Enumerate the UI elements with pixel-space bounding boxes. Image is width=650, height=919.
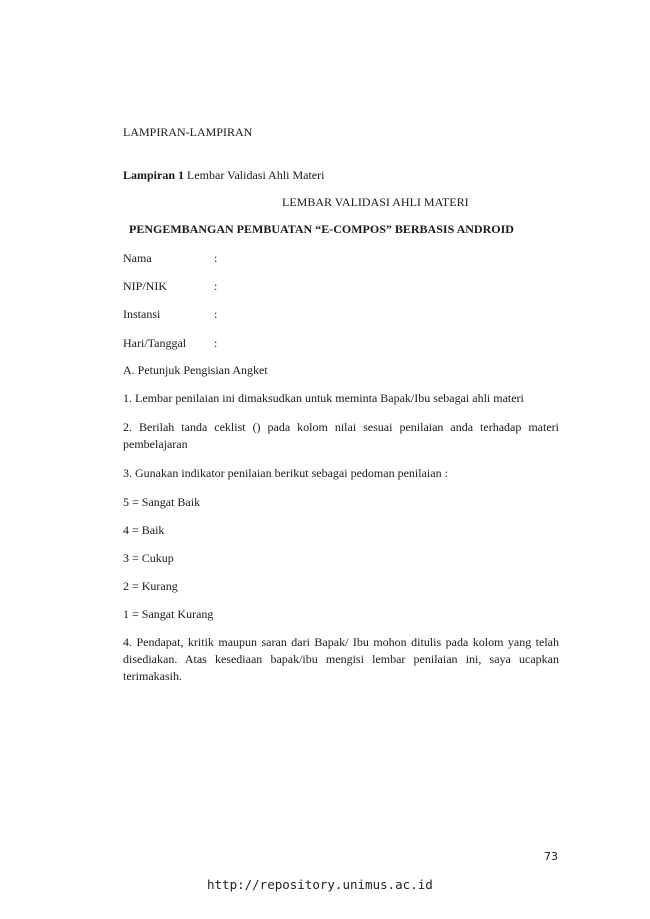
instruction-item-1: 1. Lembar penilaian ini dimaksudkan untuk meminta Bapak/Ibu sebagai ahli materi [123,391,524,405]
appendix-caption [123,167,324,184]
page-number: 73 [544,850,558,863]
form-title: LEMBAR VALIDASI AHLI MATERI [282,195,469,209]
instruction-item-4: 4. Pendapat, kritik maupun saran dari Bapak/ Ibu mohon ditulis pada kolom yang telah disediakan. Atas kesediaan bapak/ibu mengisi lembar penilaian ini, saya ucapkan terimakasih. [123,635,559,683]
appendix-label: Lampiran 1 [123,168,185,182]
scale-item-4: 4 = Baik [123,523,165,537]
field-label-nip: NIP/NIK [123,279,167,293]
scale-item-3: 3 = Cukup [123,551,174,565]
scale-item-5: 5 = Sangat Baik [123,495,201,509]
field-label-instansi: Instansi [123,307,161,321]
footer-url[interactable]: http://repository.unimus.ac.id [207,877,433,892]
section-heading: LAMPIRAN-LAMPIRAN [123,125,253,139]
instruction-item-3: 3. Gunakan indikator penilaian berikut sebagai pedoman penilaian : [123,466,448,480]
field-colon-instansi: : [214,307,218,321]
instruction-item-2: 2. Berilah tanda ceklist () pada kolom nilai sesuai penilaian anda terhadap materi pembelajaran [123,420,559,451]
form-subtitle: PENGEMBANGAN PEMBUATAN “E-COMPOS” BERBASIS ANDROID [129,222,514,236]
field-label-nama: Nama [123,251,152,265]
instructions-heading: A. Petunjuk Pengisian Angket [123,363,268,377]
scale-item-1: 1 = Sangat Kurang [123,607,214,621]
field-colon-nip: : [214,279,218,293]
scale-item-2: 2 = Kurang [123,579,178,593]
field-colon-hari-tanggal: : [214,336,218,350]
field-colon-nama: : [214,251,218,265]
appendix-title: Lembar Validasi Ahli Materi [187,168,325,182]
field-label-hari-tanggal: Hari/Tanggal [123,336,187,350]
